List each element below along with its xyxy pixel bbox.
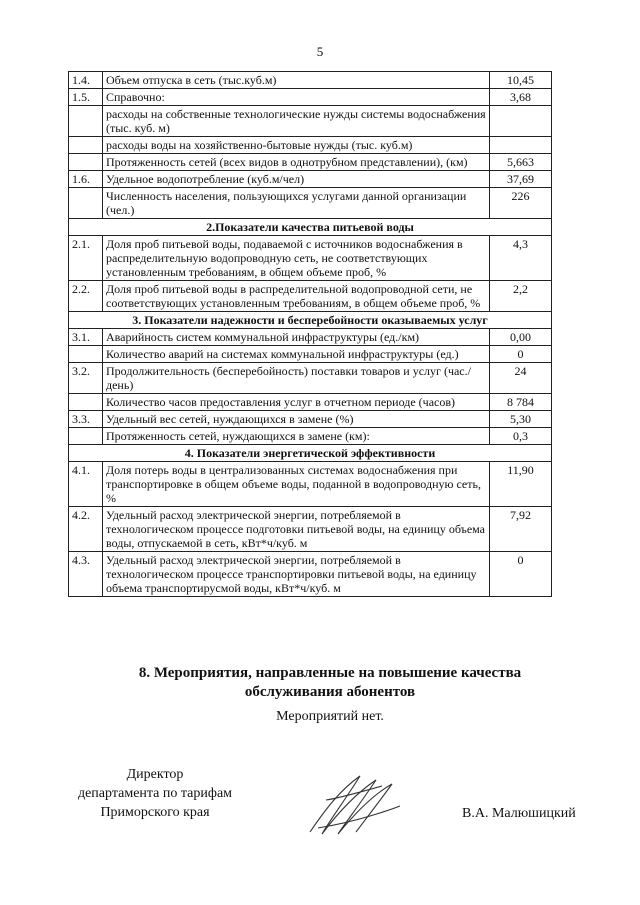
table-row: [69, 89, 552, 106]
row-description: Удельное водопотребление (куб.м/чел): [103, 171, 490, 188]
row-number: 3.3.: [69, 411, 103, 428]
page-number: 5: [316, 44, 324, 59]
row-description: Количество часов предоставления услуг в отчетном периоде (часов): [103, 394, 490, 411]
row-description: Продолжительность (бесперебойность) поставки товаров и услуг (час./день): [103, 363, 490, 394]
row-number: [69, 346, 103, 363]
row-description: Численность населения, пользующихся услугами данной организации (чел.): [103, 188, 490, 219]
heading-line-1: 8. Мероприятия, направленные на повышение качества: [138, 665, 522, 681]
row-value: 3,68: [490, 89, 552, 106]
indicators-table: [68, 71, 552, 597]
row-value: 226: [490, 188, 552, 219]
row-description: Протяженность сетей, нуждающихся в замене (км):: [103, 428, 490, 445]
table-row: [69, 106, 552, 137]
row-description: Доля потерь воды в централизованных системах водоснабжения при транспортировке в общем объеме воды, поданной в водопроводную сеть, %: [103, 462, 490, 507]
row-description: Доля проб питьевой воды, подаваемой с источников водоснабжения в распределительную водопроводную сеть, не соответствующих установленным требованиям, в общем объеме проб, %: [103, 236, 490, 281]
row-number: [69, 137, 103, 154]
table-row: [69, 236, 552, 281]
section-title: 3. Показатели надежности и бесперебойности оказываемых услуг: [69, 312, 552, 329]
no-events-text: Мероприятий нет.: [276, 709, 384, 724]
director-line-1: Директор: [126, 767, 184, 782]
row-description: расходы воды на хозяйственно-бытовые нужды (тыс. куб.м): [103, 137, 490, 154]
row-value: 11,90: [490, 462, 552, 507]
row-number: [69, 106, 103, 137]
row-value: 4,3: [490, 236, 552, 281]
row-description: расходы на собственные технологические нужды системы водоснабжения (тыс. куб. м): [103, 106, 490, 137]
row-value: 0,3: [490, 428, 552, 445]
section-row: [69, 219, 552, 236]
heading-line-2: обслуживания абонентов: [244, 684, 416, 700]
row-description: Удельный вес сетей, нуждающихся в замене (%): [103, 411, 490, 428]
row-value: 0: [490, 552, 552, 597]
row-number: 1.6.: [69, 171, 103, 188]
row-description: Удельный расход электрической энергии, потребляемой в технологическом процессе транспортировки питьевой воды, на единицу объема транспортирусмой воды, кВт*ч/куб. м: [103, 552, 490, 597]
row-description: Объем отпуска в сеть (тыс.куб.м): [103, 72, 490, 89]
row-value: 10,45: [490, 72, 552, 89]
row-description: Протяженность сетей (всех видов в однотрубном представлении), (км): [103, 154, 490, 171]
table-row: [69, 462, 552, 507]
row-number: [69, 394, 103, 411]
table-row: [69, 281, 552, 312]
table-row: [69, 72, 552, 89]
row-value: 7,92: [490, 507, 552, 552]
section-row: [69, 312, 552, 329]
row-value: 24: [490, 363, 552, 394]
row-number: [69, 188, 103, 219]
row-value: 5,30: [490, 411, 552, 428]
row-description: Доля проб питьевой воды в распределительной водопроводной сети, не соответствующих установленным требованиям, в общем объеме проб, %: [103, 281, 490, 312]
row-number: 4.3.: [69, 552, 103, 597]
table-row: [69, 363, 552, 394]
row-value: [490, 106, 552, 137]
row-number: 2.1.: [69, 236, 103, 281]
table-row: [69, 346, 552, 363]
row-value: 5,663: [490, 154, 552, 171]
director-block: [50, 765, 260, 822]
section-title: 2.Показатели качества питьевой воды: [69, 219, 552, 236]
signer-name: В.А. Малюшицкий: [462, 806, 576, 821]
row-number: 1.4.: [69, 72, 103, 89]
row-value: 0: [490, 346, 552, 363]
row-number: 3.1.: [69, 329, 103, 346]
signature-icon: [300, 770, 410, 840]
row-value: 37,69: [490, 171, 552, 188]
table-row: [69, 188, 552, 219]
table-row: [69, 428, 552, 445]
row-value: [490, 137, 552, 154]
director-line-3: Приморского края: [100, 805, 210, 820]
director-line-2: департамента по тарифам: [77, 786, 233, 801]
row-value: 8 784: [490, 394, 552, 411]
row-value: 0,00: [490, 329, 552, 346]
table-row: [69, 552, 552, 597]
table-row: [69, 507, 552, 552]
row-value: 2,2: [490, 281, 552, 312]
table-row: [69, 394, 552, 411]
row-number: [69, 154, 103, 171]
table-row: [69, 171, 552, 188]
row-number: [69, 428, 103, 445]
row-number: 2.2.: [69, 281, 103, 312]
table-row: [69, 329, 552, 346]
section-title: 4. Показатели энергетической эффективности: [69, 445, 552, 462]
row-number: 3.2.: [69, 363, 103, 394]
row-number: 1.5.: [69, 89, 103, 106]
row-number: 4.2.: [69, 507, 103, 552]
row-number: 4.1.: [69, 462, 103, 507]
section-row: [69, 445, 552, 462]
row-description: Справочно:: [103, 89, 490, 106]
row-description: Количество аварий на системах коммунальной инфраструктуры (ед.): [103, 346, 490, 363]
table-row: [69, 137, 552, 154]
table-row: [69, 154, 552, 171]
table-row: [69, 411, 552, 428]
row-description: Удельный расход электрической энергии, потребляемой в технологическом процессе подготовки питьевой воды, на единицу объема воды, отпускаемой в сеть, кВт*ч/куб. м: [103, 507, 490, 552]
section-heading: [60, 664, 600, 702]
row-description: Аварийность систем коммунальной инфраструктуры (ед./км): [103, 329, 490, 346]
